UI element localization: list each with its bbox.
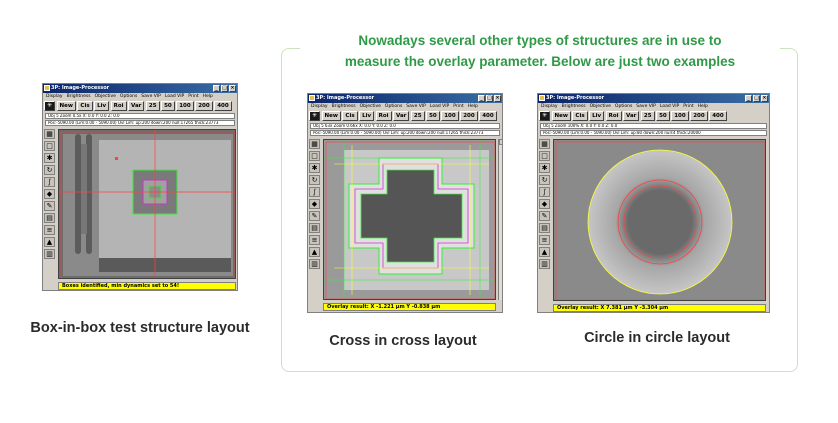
pen-tool-icon[interactable]: ✎ bbox=[539, 211, 550, 221]
rotate-tool-icon[interactable]: ↻ bbox=[44, 165, 55, 175]
camera-tool-icon[interactable]: ✳ bbox=[44, 101, 55, 111]
mountain-tool-icon[interactable]: ▲ bbox=[44, 237, 55, 247]
zoom-100-button[interactable]: 100 bbox=[176, 101, 193, 111]
circle-in-circle-caption: Circle in circle layout bbox=[584, 330, 730, 346]
minimize-button[interactable]: _ bbox=[745, 95, 752, 102]
window-titlebar bbox=[538, 94, 769, 103]
cis-button[interactable]: Cis bbox=[77, 101, 92, 111]
status-line-1: Obj 5 63x Zoom 0.66x X: 0.0 Y: 0.0 Z: 0.0 bbox=[310, 123, 500, 129]
close-button[interactable]: × bbox=[762, 95, 767, 101]
liv-button[interactable]: Liv bbox=[94, 101, 109, 111]
layers-tool-icon[interactable]: ≡ bbox=[309, 235, 320, 245]
grid-tool-icon[interactable]: ▦ bbox=[44, 129, 55, 139]
menu-load-vip[interactable]: Load VIP bbox=[429, 104, 450, 109]
zoom-200-button[interactable]: 200 bbox=[460, 111, 477, 121]
square-tool-icon[interactable]: □ bbox=[44, 141, 55, 151]
menu-bar bbox=[538, 103, 769, 110]
window-title: 3P: Image-Processor bbox=[316, 95, 375, 101]
minimize-button[interactable]: _ bbox=[478, 95, 485, 102]
status-line-2: Pos:-5090.00 (Lim:0.00 - 5090.00) Ovl Lim: up:200 down:200 null:17265 thick:23773 bbox=[45, 120, 235, 126]
window-titlebar bbox=[308, 94, 502, 103]
menu-print[interactable]: Print bbox=[188, 94, 199, 99]
table-tool-icon[interactable]: ▤ bbox=[309, 223, 320, 233]
cross-in-cross-image bbox=[324, 140, 496, 300]
var-button[interactable]: Var bbox=[128, 101, 144, 111]
toolbar bbox=[538, 110, 769, 122]
curve-tool-icon[interactable]: ∫ bbox=[44, 177, 55, 187]
toolbar bbox=[308, 110, 502, 122]
menu-brightness[interactable]: Brightness bbox=[561, 104, 586, 109]
cis-button[interactable]: Cis bbox=[572, 111, 587, 121]
menu-display[interactable]: Display bbox=[541, 104, 558, 109]
roi-button[interactable]: Roi bbox=[376, 111, 392, 121]
menu-save-vip[interactable]: Save VIP bbox=[406, 104, 426, 109]
camera-icon[interactable]: ✱ bbox=[539, 163, 550, 173]
box-in-box-window bbox=[42, 83, 238, 291]
table-tool-icon[interactable]: ▤ bbox=[44, 213, 55, 223]
zoom-25-button[interactable]: 25 bbox=[411, 111, 425, 121]
overlay-result-bar: Overlay result: X 7.381 µm Y -3.304 µm bbox=[553, 304, 766, 312]
liv-button[interactable]: Liv bbox=[359, 111, 374, 121]
menu-save-vip[interactable]: Save VIP bbox=[141, 94, 161, 99]
camera-icon[interactable]: ✱ bbox=[309, 163, 320, 173]
group-title-line-1: Nowadays several other types of structures are in use to bbox=[358, 33, 722, 48]
window-title: 3P: Image-Processor bbox=[546, 95, 605, 101]
maximize-button[interactable]: □ bbox=[754, 95, 759, 101]
zoom-50-button[interactable]: 50 bbox=[656, 111, 670, 121]
stack-tool-icon[interactable]: ▥ bbox=[539, 259, 550, 269]
menu-print[interactable]: Print bbox=[683, 104, 694, 109]
status-line-1: Obj 5 Zoom 0.5x X: 0.0 Y: 0.0 Z: 0.0 bbox=[45, 113, 235, 119]
menu-objective[interactable]: Objective bbox=[94, 94, 116, 99]
roi-button[interactable]: Roi bbox=[606, 111, 622, 121]
app-icon bbox=[309, 95, 315, 101]
box-in-box-caption: Box-in-box test structure layout bbox=[30, 320, 250, 336]
square-tool-icon[interactable]: □ bbox=[309, 151, 320, 161]
layers-tool-icon[interactable]: ≡ bbox=[44, 225, 55, 235]
layers-tool-icon[interactable]: ≡ bbox=[539, 235, 550, 245]
toolbar bbox=[43, 100, 237, 112]
camera-tool-icon[interactable]: ✳ bbox=[539, 111, 550, 121]
roi-button[interactable]: Roi bbox=[111, 101, 127, 111]
window-titlebar bbox=[43, 84, 237, 93]
camera-icon[interactable]: ✱ bbox=[44, 153, 55, 163]
tool-sidebar bbox=[309, 139, 321, 269]
tool-sidebar bbox=[539, 139, 551, 269]
menu-objective[interactable]: Objective bbox=[359, 104, 381, 109]
zoom-25-button[interactable]: 25 bbox=[146, 101, 160, 111]
menu-help[interactable]: Help bbox=[467, 104, 478, 109]
window-title: 3P: Image-Processor bbox=[51, 85, 110, 91]
cis-button[interactable]: Cis bbox=[342, 111, 357, 121]
maximize-button[interactable]: □ bbox=[222, 85, 227, 91]
grid-tool-icon[interactable]: ▦ bbox=[309, 139, 320, 149]
menu-help[interactable]: Help bbox=[202, 94, 213, 99]
curve-tool-icon[interactable]: ∫ bbox=[539, 187, 550, 197]
image-viewport[interactable] bbox=[553, 139, 766, 301]
mountain-tool-icon[interactable]: ▲ bbox=[309, 247, 320, 257]
zoom-50-button[interactable]: 50 bbox=[161, 101, 175, 111]
marker-tool-icon[interactable]: ◆ bbox=[44, 189, 55, 199]
vertical-scrollbar[interactable] bbox=[498, 139, 503, 300]
zoom-100-button[interactable]: 100 bbox=[441, 111, 458, 121]
image-viewport[interactable] bbox=[58, 129, 236, 279]
menu-objective[interactable]: Objective bbox=[589, 104, 611, 109]
group-title bbox=[300, 30, 780, 72]
close-button[interactable]: × bbox=[230, 85, 235, 91]
box-in-box-image bbox=[59, 130, 236, 279]
marker-tool-icon[interactable]: ◆ bbox=[539, 199, 550, 209]
menu-load-vip[interactable]: Load VIP bbox=[164, 94, 185, 99]
curve-tool-icon[interactable]: ∫ bbox=[309, 187, 320, 197]
menu-bar bbox=[308, 103, 502, 110]
zoom-400-button[interactable]: 400 bbox=[709, 111, 726, 121]
var-button[interactable]: Var bbox=[623, 111, 639, 121]
circle-in-circle-image bbox=[554, 140, 766, 301]
new-button[interactable]: New bbox=[57, 101, 76, 111]
result-status-bar: Boxes identified, min dynamics set to 54! bbox=[58, 282, 236, 290]
camera-tool-icon[interactable]: ✳ bbox=[309, 111, 320, 121]
cross-in-cross-caption: Cross in cross layout bbox=[329, 333, 477, 349]
status-line-1: Obj 5 Zoom 100% X: 0.0 Y: 0.0 Z: 0.0 bbox=[540, 123, 767, 129]
cross-in-cross-window bbox=[307, 93, 503, 313]
image-viewport[interactable] bbox=[323, 139, 496, 300]
close-button[interactable]: × bbox=[495, 95, 500, 101]
stack-tool-icon[interactable]: ▥ bbox=[44, 249, 55, 259]
stack-tool-icon[interactable]: ▥ bbox=[309, 259, 320, 269]
mountain-tool-icon[interactable]: ▲ bbox=[539, 247, 550, 257]
rotate-tool-icon[interactable]: ↻ bbox=[309, 175, 320, 185]
table-tool-icon[interactable]: ▤ bbox=[539, 223, 550, 233]
menu-save-vip[interactable]: Save VIP bbox=[636, 104, 656, 109]
zoom-25-button[interactable]: 25 bbox=[641, 111, 655, 121]
status-line-2: Pos:-5090.00 (Lim:0.00 - 5090.00) Ovl Lim: up:200 down:200 null:17265 thick:23773 bbox=[310, 130, 500, 136]
liv-button[interactable]: Liv bbox=[589, 111, 604, 121]
minimize-button[interactable]: _ bbox=[213, 85, 220, 92]
menu-help[interactable]: Help bbox=[697, 104, 708, 109]
pen-tool-icon[interactable]: ✎ bbox=[44, 201, 55, 211]
new-button[interactable]: New bbox=[552, 111, 571, 121]
zoom-50-button[interactable]: 50 bbox=[426, 111, 440, 121]
menu-bar bbox=[43, 93, 237, 100]
zoom-400-button[interactable]: 400 bbox=[479, 111, 496, 121]
pen-tool-icon[interactable]: ✎ bbox=[309, 211, 320, 221]
rotate-tool-icon[interactable]: ↻ bbox=[539, 175, 550, 185]
app-icon bbox=[539, 95, 545, 101]
group-title-line-2: measure the overlay parameter. Below are just two examples bbox=[344, 54, 736, 69]
scrollbar-thumb[interactable] bbox=[499, 139, 503, 145]
menu-options[interactable]: Options bbox=[119, 94, 138, 99]
maximize-button[interactable]: □ bbox=[487, 95, 492, 101]
status-line-2: Pos:-5090.00 (Lim:0.00 - 5090.00) Ovl Lim: up:80 down:200 null:4 thick:20000 bbox=[540, 130, 767, 136]
menu-brightness[interactable]: Brightness bbox=[331, 104, 356, 109]
menu-print[interactable]: Print bbox=[453, 104, 464, 109]
menu-brightness[interactable]: Brightness bbox=[66, 94, 91, 99]
menu-options[interactable]: Options bbox=[384, 104, 403, 109]
new-button[interactable]: New bbox=[322, 111, 341, 121]
zoom-100-button[interactable]: 100 bbox=[671, 111, 688, 121]
menu-display[interactable]: Display bbox=[311, 104, 328, 109]
menu-load-vip[interactable]: Load VIP bbox=[659, 104, 680, 109]
tool-sidebar bbox=[44, 129, 56, 259]
circle-in-circle-window bbox=[537, 93, 770, 313]
menu-options[interactable]: Options bbox=[614, 104, 633, 109]
square-tool-icon[interactable]: □ bbox=[539, 151, 550, 161]
zoom-400-button[interactable]: 400 bbox=[214, 101, 231, 111]
var-button[interactable]: Var bbox=[393, 111, 409, 121]
app-icon bbox=[44, 85, 50, 91]
marker-tool-icon[interactable]: ◆ bbox=[309, 199, 320, 209]
menu-display[interactable]: Display bbox=[46, 94, 63, 99]
zoom-200-button[interactable]: 200 bbox=[690, 111, 707, 121]
overlay-result-bar: Overlay result: X -1.221 µm Y -0.838 µm bbox=[323, 303, 496, 311]
grid-tool-icon[interactable]: ▦ bbox=[539, 139, 550, 149]
zoom-200-button[interactable]: 200 bbox=[195, 101, 212, 111]
